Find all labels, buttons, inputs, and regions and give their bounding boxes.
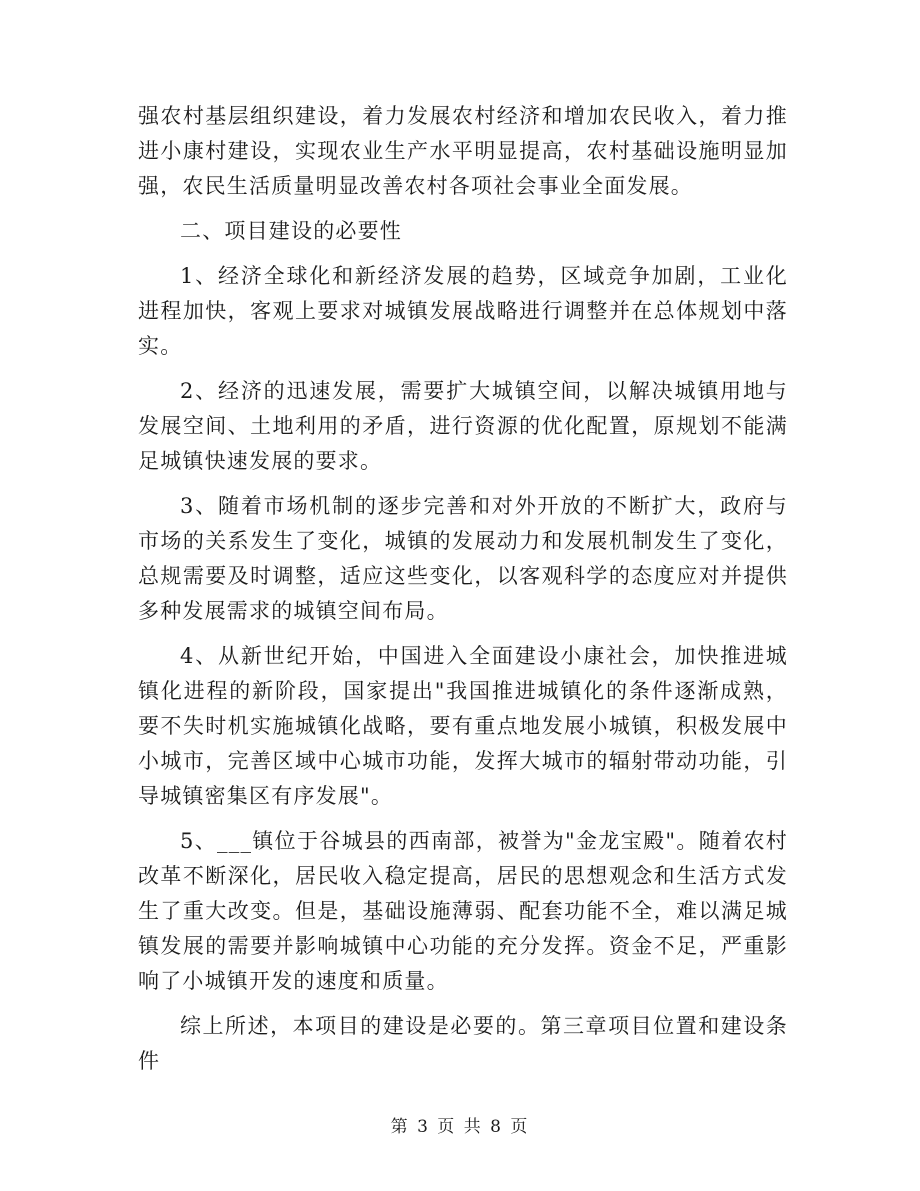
section-heading: 二、项目建设的必要性 [180,219,402,243]
paragraph-item-4: 4、从新世纪开始，中国进入全面建设小康社会，加快推进城镇化进程的新阶段，国家提出"我国推进城镇化的条件逐渐成熟，要不失时机实施城镇化战略，要有重点地发展小城镇，积极发展中小城市，完善区域中心城市功能，发挥大城市的辐射带动功能，引导城镇密集区有序发展"。 [138,644,788,808]
paragraph-item-2: 2、经济的迅速发展，需要扩大城镇空间，以解决城镇用地与发展空间、土地利用的矛盾，进行资源的优化配置，原规划不能满足城镇快速发展的要求。 [138,379,788,473]
paragraph-summary: 综上所述，本项目的建设是必要的。第三章项目位置和建设条件 [138,1014,788,1073]
page-number-footer: 第 3 页 共 8 页 [390,1117,530,1137]
paragraph-continuation: 强农村基层组织建设，着力发展农村经济和增加农民收入，着力推进小康村建设，实现农业生产水平明显提高，农村基础设施明显加强，农民生活质量明显改善农村各项社会事业全面发展。 [138,104,788,198]
paragraph-item-3: 3、随着市场机制的逐步完善和对外开放的不断扩大，政府与市场的关系发生了变化，城镇的发展动力和发展机制发生了变化，总规需要及时调整，适应这些变化，以客观科学的态度应对并提供多种发展需求的城镇空间布局。 [138,494,788,623]
paragraph-item-1: 1、经济全球化和新经济发展的趋势，区域竞争加剧，工业化进程加快，客观上要求对城镇发展战略进行调整并在总体规划中落实。 [138,264,788,358]
document-body [138,99,788,1089]
paragraph-item-5: 5、___镇位于谷城县的西南部，被誉为"金龙宝殿"。随着农村改革不断深化，居民收入稳定提高，居民的思想观念和生活方式发生了重大改变。但是，基础设施薄弱、配套功能不全，难以满足城镇发展的需要并影响城镇中心功能的充分发挥。资金不足，严重影响了小城镇开发的速度和质量。 [138,829,788,993]
